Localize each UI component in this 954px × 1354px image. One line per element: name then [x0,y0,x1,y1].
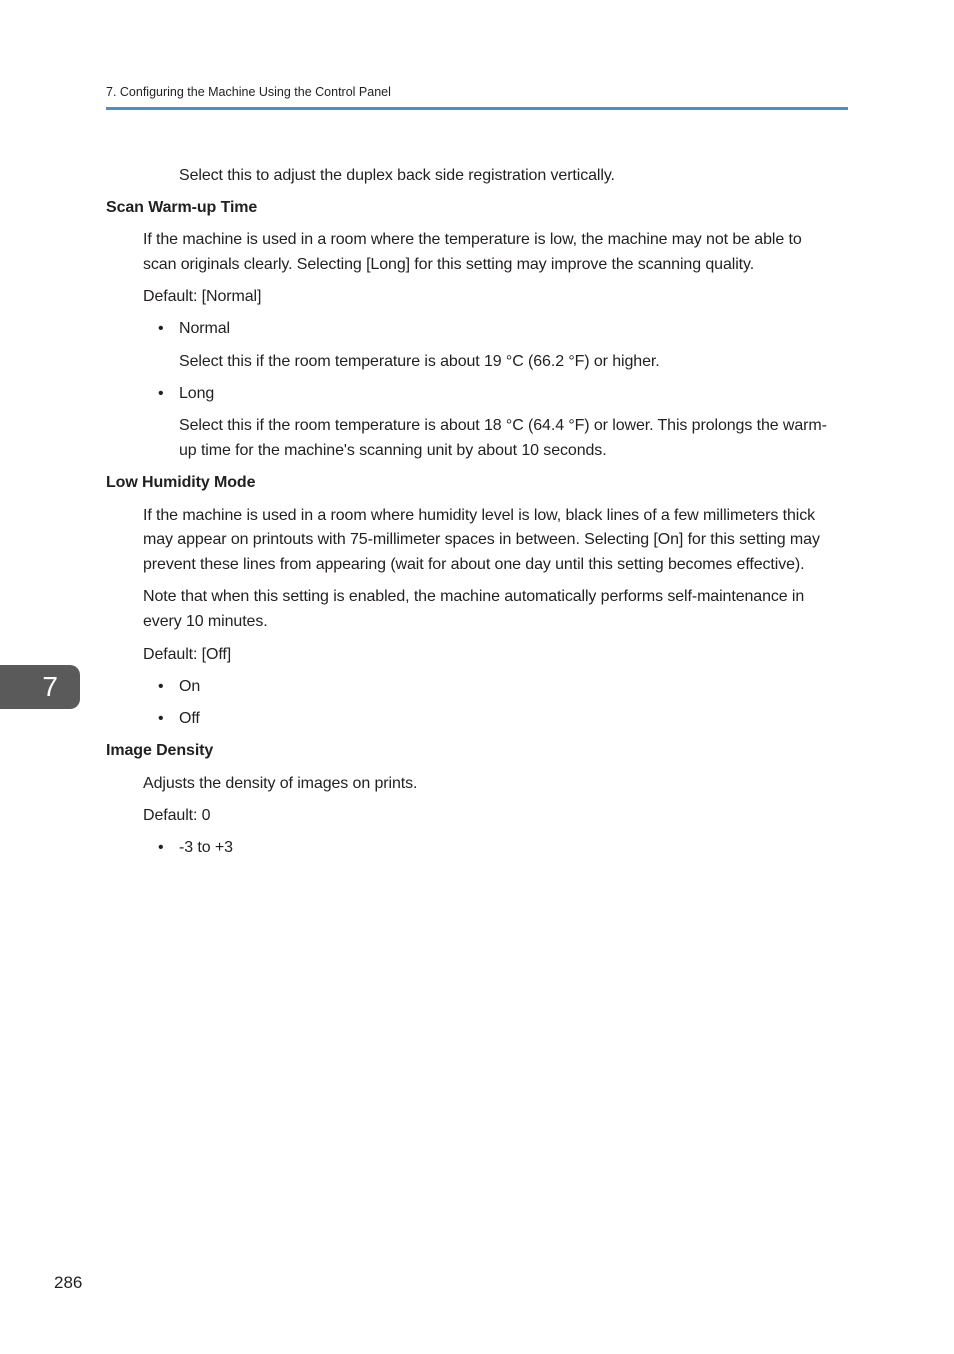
heading-low-humidity: Low Humidity Mode [106,474,256,491]
bullet: • [158,320,164,337]
image-density-default: Default: 0 [143,807,211,824]
bullet: • [158,710,164,727]
option-normal: Normal [179,320,230,337]
chapter-tab: 7 [0,665,80,709]
option-long-desc-line: Select this if the room temperature is about 18 °C (64.4 °F) or lower. This prolongs the warm- [179,417,827,434]
option-off: Off [179,710,200,727]
bullet: • [158,678,164,695]
low-humidity-note-line: Note that when this setting is enabled, the machine automatically performs self-maintenance in [143,588,805,605]
low-humidity-note-line: every 10 minutes. [143,613,268,630]
option-range: -3 to +3 [179,839,233,856]
low-humidity-para-line: may appear on printouts with 75-millimeter spaces in between. Selecting [On] for this setting may [143,531,820,548]
header-rule [106,107,848,110]
scan-warmup-default: Default: [Normal] [143,288,262,305]
intro-line: Select this to adjust the duplex back side registration vertically. [179,167,615,184]
option-on: On [179,678,201,695]
low-humidity-para-line: If the machine is used in a room where humidity level is low, black lines of a few millimeters thick [143,507,816,524]
scan-warmup-para-line: scan originals clearly. Selecting [Long] for this setting may improve the scanning quality. [143,256,755,273]
running-header: 7. Configuring the Machine Using the Control Panel [106,85,391,99]
page-number: 286 [54,1273,83,1292]
option-long: Long [179,385,215,402]
option-long-desc-line: up time for the machine's scanning unit by about 10 seconds. [179,442,607,459]
scan-warmup-para-line: If the machine is used in a room where the temperature is low, the machine may not be able to [143,231,802,248]
bullet: • [158,839,164,856]
image-density-para: Adjusts the density of images on prints. [143,775,418,792]
heading-image-density: Image Density [106,742,214,759]
low-humidity-para-line: prevent these lines from appearing (wait for about one day until this setting becomes effective). [143,556,805,573]
bullet: • [158,385,164,402]
low-humidity-default: Default: [Off] [143,646,232,663]
option-normal-desc: Select this if the room temperature is about 19 °C (66.2 °F) or higher. [179,353,660,370]
heading-scan-warmup: Scan Warm-up Time [106,199,258,216]
